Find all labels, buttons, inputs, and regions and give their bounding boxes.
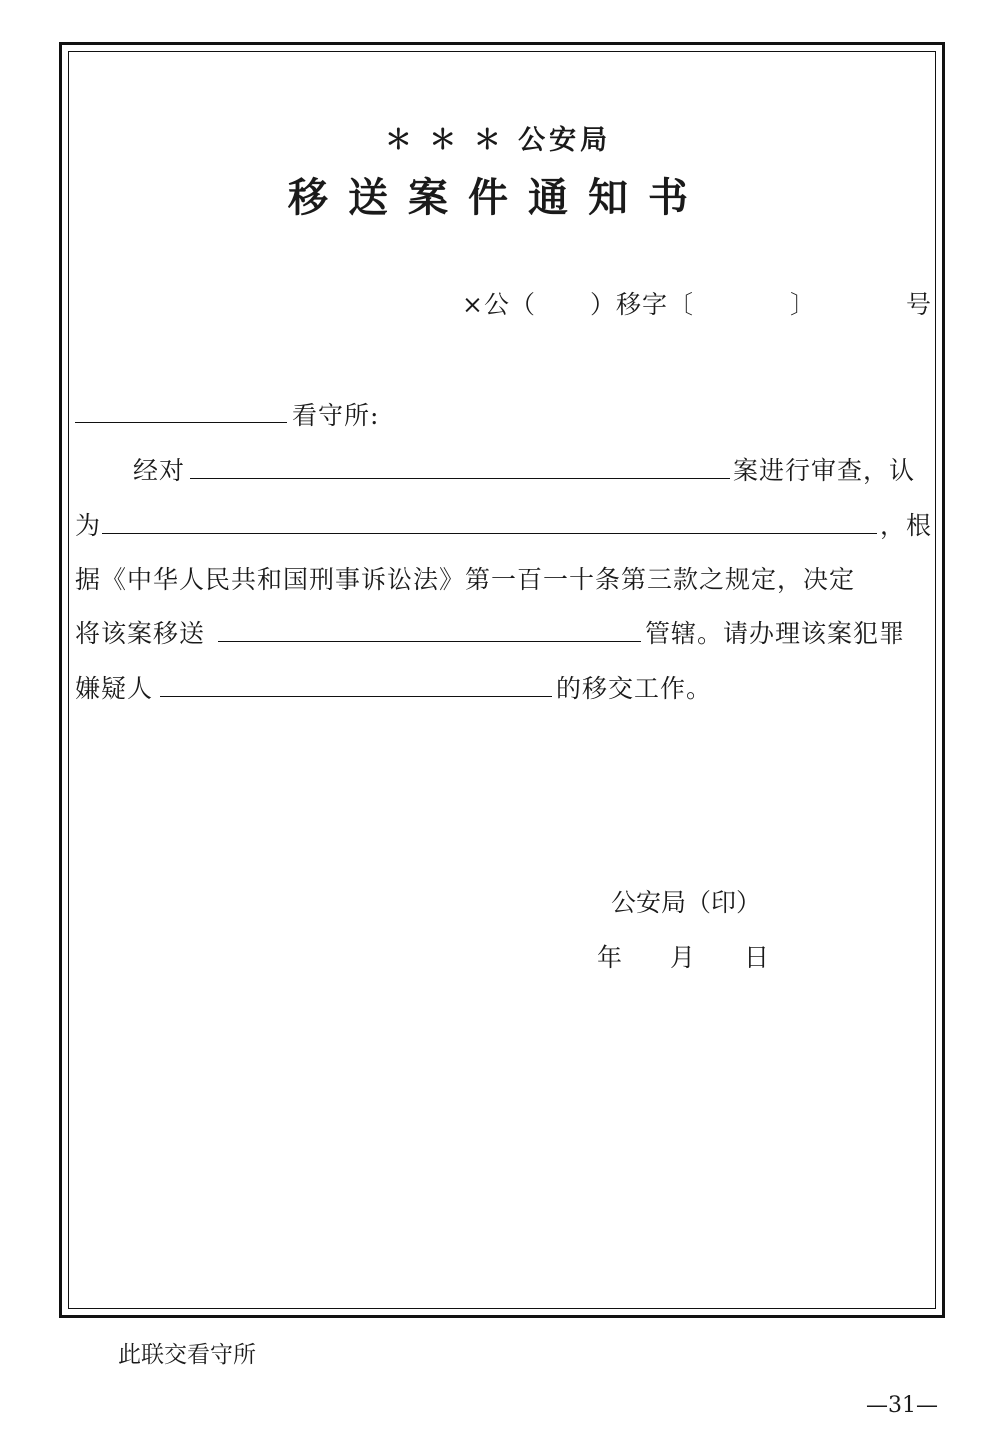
doc-number-middle: ）移字〔 — [590, 290, 695, 319]
date-year-label: 年 — [597, 943, 623, 972]
body-line1-start: 经对 — [133, 456, 186, 485]
case-name-blank — [190, 456, 730, 479]
date-day-label: 日 — [744, 943, 770, 972]
suspect-name-blank — [160, 674, 552, 697]
body-line4-start: 将该案移送 — [75, 619, 206, 648]
doc-number-prefix: ×公（ — [462, 290, 536, 319]
receiving-agency-blank — [218, 619, 641, 642]
body-line5-end: 的移交工作。 — [556, 674, 713, 703]
body-line2-start: 为 — [75, 511, 102, 540]
date-month-label: 月 — [670, 943, 696, 972]
addressee-suffix: 看守所: — [292, 401, 380, 430]
detention-center-name-blank — [75, 400, 287, 423]
issuing-authority: ＊ ＊ ＊ 公安局 — [384, 125, 612, 156]
body-line5-start: 嫌疑人 — [75, 674, 154, 703]
page-number: —31— — [866, 1393, 938, 1418]
review-finding-blank — [102, 511, 877, 534]
body-line4-end: 管辖。请办理该案犯罪 — [645, 619, 906, 648]
doc-number-close: 〕 — [790, 290, 817, 319]
seal-label: 公安局（印） — [611, 888, 762, 917]
document-title: 移送案件通知书 — [288, 174, 708, 221]
body-line3: 据《中华人民共和国刑事诉讼法》第一百一十条第三款之规定，决定 — [75, 565, 856, 594]
body-line1-end: 案进行审查，认 — [733, 456, 916, 485]
doc-number-suffix: 号 — [906, 290, 933, 319]
copy-note: 此联交看守所 — [118, 1342, 256, 1368]
body-line2-end: ，根 — [880, 511, 933, 540]
